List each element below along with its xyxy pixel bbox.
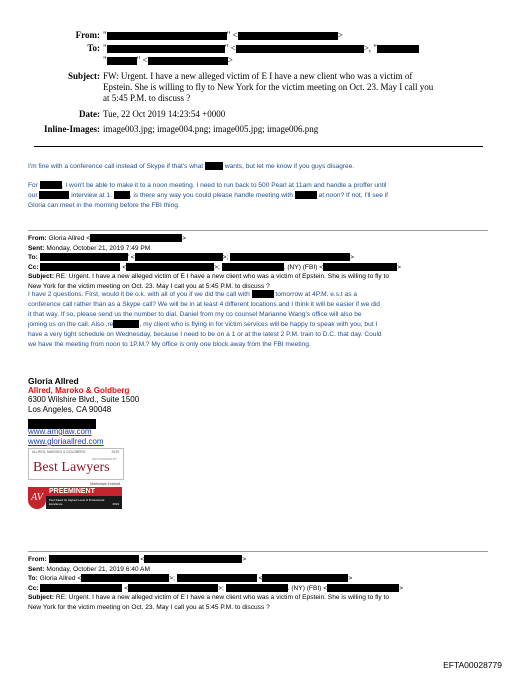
msg2-from: From: < > [28, 556, 247, 563]
msg1-body-line-1: I have 2 questions. First, would it be o.k. with all of you if we did the call with tomorrow at 4P.M. e.s.t as a [28, 291, 358, 298]
msg2-subject: Subject: RE: Urgent. I have a new alleged victim of E I have a new client who was a victim of Epstein. She is willing to fly to New York for the victim meeting on Oct. 23. May I call you at 5:45 P.M. to discuss ? [28, 594, 389, 611]
reply-body [28, 162, 493, 211]
link-amglaw[interactable]: www.amglaw.com [28, 427, 92, 436]
message-divider-2 [28, 551, 488, 552]
msg1-subject: Subject: RE: Urgent. I have a new alleged victim of E I have a new client who was a victim of Epstein. She is willing to fly to New York for the victim meeting on Oct. 23. May I call you at 5:45 P.M. to discuss ? [28, 273, 389, 290]
msg1-to: To: ' < >; > [28, 254, 354, 261]
msg1-body-line-5: have a very tight schedule on Wednesday, because I need to be on a 1 or at the latest 2 P.M. train to D.C. that day. Could [28, 331, 382, 338]
from-value: " " < > [103, 30, 343, 40]
inline-images-label: Inline-Images: [44, 124, 100, 134]
message-2-meta [28, 555, 493, 612]
message-divider-1 [28, 230, 488, 231]
signature-name: Gloria Allred [28, 376, 79, 386]
av-icon: AV [28, 487, 46, 509]
to-value-cont: " " < > [103, 55, 233, 65]
to-label: To: [87, 43, 100, 53]
msg2-cc: Cc: < >; . (NY) (FBI) < > [28, 584, 403, 592]
msg1-from: From: Gloria Allred < > [28, 235, 186, 242]
signature-address-2: Los Angeles, CA 90048 [28, 405, 112, 414]
to-value: " " < >, " [103, 43, 493, 54]
best-lawyers-badge: ALLRED, MAROKO & GOLDBERG 2019 RECOGNIZED BY Best Lawyers [28, 448, 124, 480]
inline-images-value: image003.jpg; image004.png; image005.jpg; image006.png [103, 124, 319, 134]
signature-block [28, 376, 139, 509]
subject-line-2: Epstein. She is willing to fly to New York for the victim meeting on Oct. 23. May I call you [103, 82, 434, 92]
av-preeminent-badge: AV PREEMINENT Peer Rated for Highest Level of Professional Excellence 2019 [28, 487, 122, 509]
signature-address-1: 6300 Wilshire Blvd., Suite 1500 [28, 395, 140, 404]
subject-line-1: FW: Urgent. I have a new alleged victim of E I have a new client who was a victim of [103, 71, 413, 81]
subject-label: Subject: [68, 71, 100, 81]
reply-paragraph-2: For , I won't be able to make it to a noon meeting. I need to run back to 500 Pearl at 11am and handle a proffer until our interview at 1. , is there any way you could please handle meeting with at noon? If not, I'll see if Gloria can meet in the morning before the FBI thing. [28, 182, 388, 209]
reply-paragraph-1: I'm fine with a conference call instead of Skype if that's what wants, but let me know if you guys disagree. [28, 163, 355, 170]
msg2-sent: Sent: Monday, October 21, 2019 6:40 AM [28, 565, 150, 573]
msg2-to: To: Gloria Allred < >; < > [28, 575, 353, 582]
signature-redacted-phone [28, 415, 139, 427]
msg1-sent: Sent: Monday, October 21, 2019 7:49 PM [28, 244, 151, 252]
msg1-body-line-4: joining us on the call. Also ,re , my client who is flying in for victim services will be happy to speak with you, but I [28, 321, 378, 328]
subject-line-3: at 5:45 P.M. to discuss ? [103, 93, 191, 103]
header-divider [34, 146, 483, 147]
msg1-body-line-2: conference call rather than as a Skype call? We will be in at least 4 different locations and I think it will be easier if we did [28, 301, 380, 308]
date-value: Tue, 22 Oct 2019 14:23:54 +0000 [103, 109, 226, 119]
msg1-body-line-3: it that way. If so, please send us the number to dial. Daniel from my co counsel Marianne Wang's office will also be [28, 311, 362, 318]
message-1-meta [28, 234, 493, 291]
martindale-logo: Martindale-Hubbell [90, 482, 121, 486]
msg1-cc: Cc: < >; . (NY) (FBI) < > [28, 263, 401, 271]
from-label: From: [75, 30, 100, 40]
link-gloriaallred[interactable]: www.gloriaallred.com [28, 437, 104, 446]
message-1-body [28, 290, 498, 350]
best-lawyers-logo: Best Lawyers [33, 460, 110, 475]
document-id: EFTA00028779 [443, 660, 502, 670]
date-label: Date: [79, 109, 100, 119]
msg1-body-line-6: we have the meeting from noon to 1P.M.? My office is only one block away from the FBI meeting. [28, 341, 311, 348]
signature-firm: Allred, Maroko & Goldberg [28, 386, 130, 395]
